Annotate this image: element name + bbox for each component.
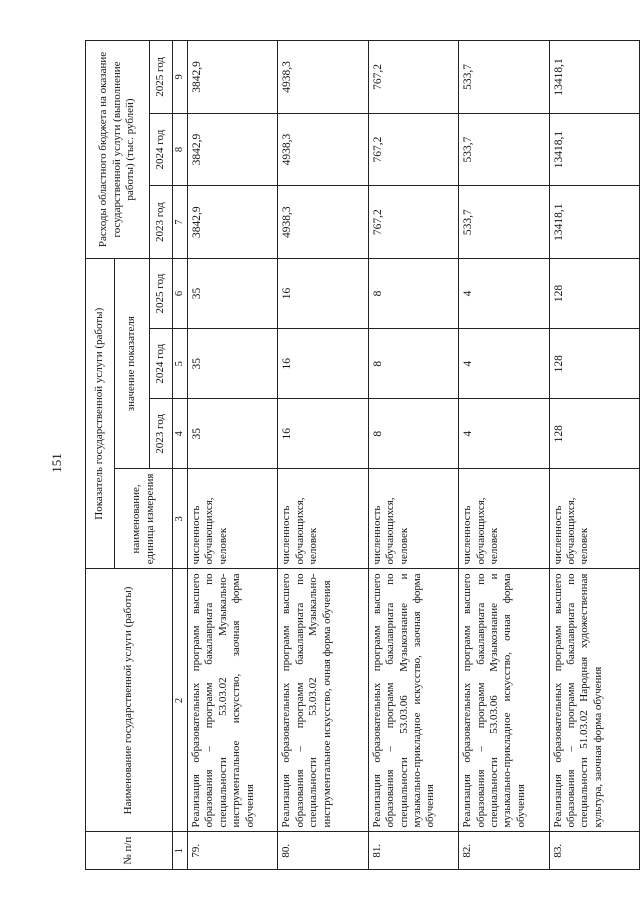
indicator-value: 16 — [278, 329, 368, 399]
expense-value: 767,2 — [368, 186, 458, 259]
expense-value: 533,7 — [459, 186, 549, 259]
indicator-value: 35 — [188, 329, 278, 399]
column-number: 8 — [173, 113, 188, 186]
row-number: 79. — [188, 832, 278, 870]
column-number: 6 — [173, 258, 188, 328]
indicator-value: 128 — [549, 399, 639, 469]
expense-value: 533,7 — [459, 41, 549, 114]
table-row — [549, 41, 639, 870]
row-number: 81. — [368, 832, 458, 870]
expense-value: 13418,1 — [549, 186, 639, 259]
indicator-value: 4 — [459, 258, 549, 328]
rotated-table-container — [85, 40, 640, 870]
expense-value: 4938,3 — [278, 186, 368, 259]
expense-value: 767,2 — [368, 113, 458, 186]
row-number: 80. — [278, 832, 368, 870]
indicator-unit: численность обучающихся, человек — [459, 469, 549, 569]
column-number: 5 — [173, 329, 188, 399]
header-value-year: 2024 год — [150, 329, 173, 399]
expense-value: 13418,1 — [549, 41, 639, 114]
indicator-value: 16 — [278, 258, 368, 328]
indicator-value: 16 — [278, 399, 368, 469]
column-number: 1 — [173, 832, 188, 870]
indicator-value: 35 — [188, 399, 278, 469]
indicator-value: 8 — [368, 258, 458, 328]
expense-value: 4938,3 — [278, 41, 368, 114]
expense-value: 4938,3 — [278, 113, 368, 186]
service-name: Реализация образовательных программ высшего образования – программ бакалавриата по специальности 53.03.02 Музыкально-инструментальное искусство, заочная форма обучения — [188, 569, 278, 832]
expense-value: 3842,9 — [188, 113, 278, 186]
page-number: 151 — [49, 453, 64, 473]
indicator-unit: численность обучающихся, человек — [278, 469, 368, 569]
indicator-value: 4 — [459, 399, 549, 469]
column-number: 7 — [173, 186, 188, 259]
row-number: 83. — [549, 832, 639, 870]
header-row-1 — [86, 41, 115, 870]
header-service-name: Наименование государственной услуги (работы) — [86, 569, 173, 832]
services-table — [85, 40, 640, 870]
indicator-value: 128 — [549, 329, 639, 399]
expense-value: 767,2 — [368, 41, 458, 114]
header-unit: наименование, единица измерения — [115, 469, 173, 569]
indicator-unit: численность обучающихся, человек — [549, 469, 639, 569]
service-name: Реализация образовательных программ высшего образования – программ бакалавриата по специальности 51.03.02 Народная художественная культура, заочная форма обучения — [549, 569, 639, 832]
indicator-value: 8 — [368, 329, 458, 399]
table-row — [278, 41, 368, 870]
indicator-value: 8 — [368, 399, 458, 469]
indicator-value: 35 — [188, 258, 278, 328]
service-name: Реализация образовательных программ высшего образования – программ бакалавриата по специальности 53.03.06 Музыкознание и музыкально-прикладное искусство, очная форма обучения — [459, 569, 549, 832]
header-number: № п/п — [86, 832, 173, 870]
column-number: 2 — [173, 569, 188, 832]
indicator-unit: численность обучающихся, человек — [188, 469, 278, 569]
indicator-unit: численность обучающихся, человек — [368, 469, 458, 569]
indicator-value: 4 — [459, 329, 549, 399]
header-expense-year: 2023 год — [150, 186, 173, 259]
table-row — [188, 41, 278, 870]
header-value-year: 2025 год — [150, 258, 173, 328]
table-row — [459, 41, 549, 870]
table-row — [368, 41, 458, 870]
service-name: Реализация образовательных программ высшего образования – программ бакалавриата по специальности 53.03.02 Музыкально-инструментальное искусство, очная форма обучения — [278, 569, 368, 832]
expense-value: 13418,1 — [549, 113, 639, 186]
column-number-row — [173, 41, 188, 870]
header-expense-year: 2025 год — [150, 41, 173, 114]
header-expense-year: 2024 год — [150, 113, 173, 186]
column-number: 3 — [173, 469, 188, 569]
expense-value: 533,7 — [459, 113, 549, 186]
header-value-group: значение показателя — [115, 258, 150, 468]
header-indicator-group: Показатель государственной услуги (работы) — [86, 258, 115, 569]
header-expense-group: Расходы областного бюджета на оказание государственной услуги (выполнение работы) (тыс. рублей) — [86, 41, 150, 259]
column-number: 4 — [173, 399, 188, 469]
indicator-value: 128 — [549, 258, 639, 328]
header-value-year: 2023 год — [150, 399, 173, 469]
expense-value: 3842,9 — [188, 186, 278, 259]
column-number: 9 — [173, 41, 188, 114]
service-name: Реализация образовательных программ высшего образования – программ бакалавриата по специальности 53.03.06 Музыкознание и музыкально-прикладное искусство, заочная форма обучения — [368, 569, 458, 832]
expense-value: 3842,9 — [188, 41, 278, 114]
row-number: 82. — [459, 832, 549, 870]
